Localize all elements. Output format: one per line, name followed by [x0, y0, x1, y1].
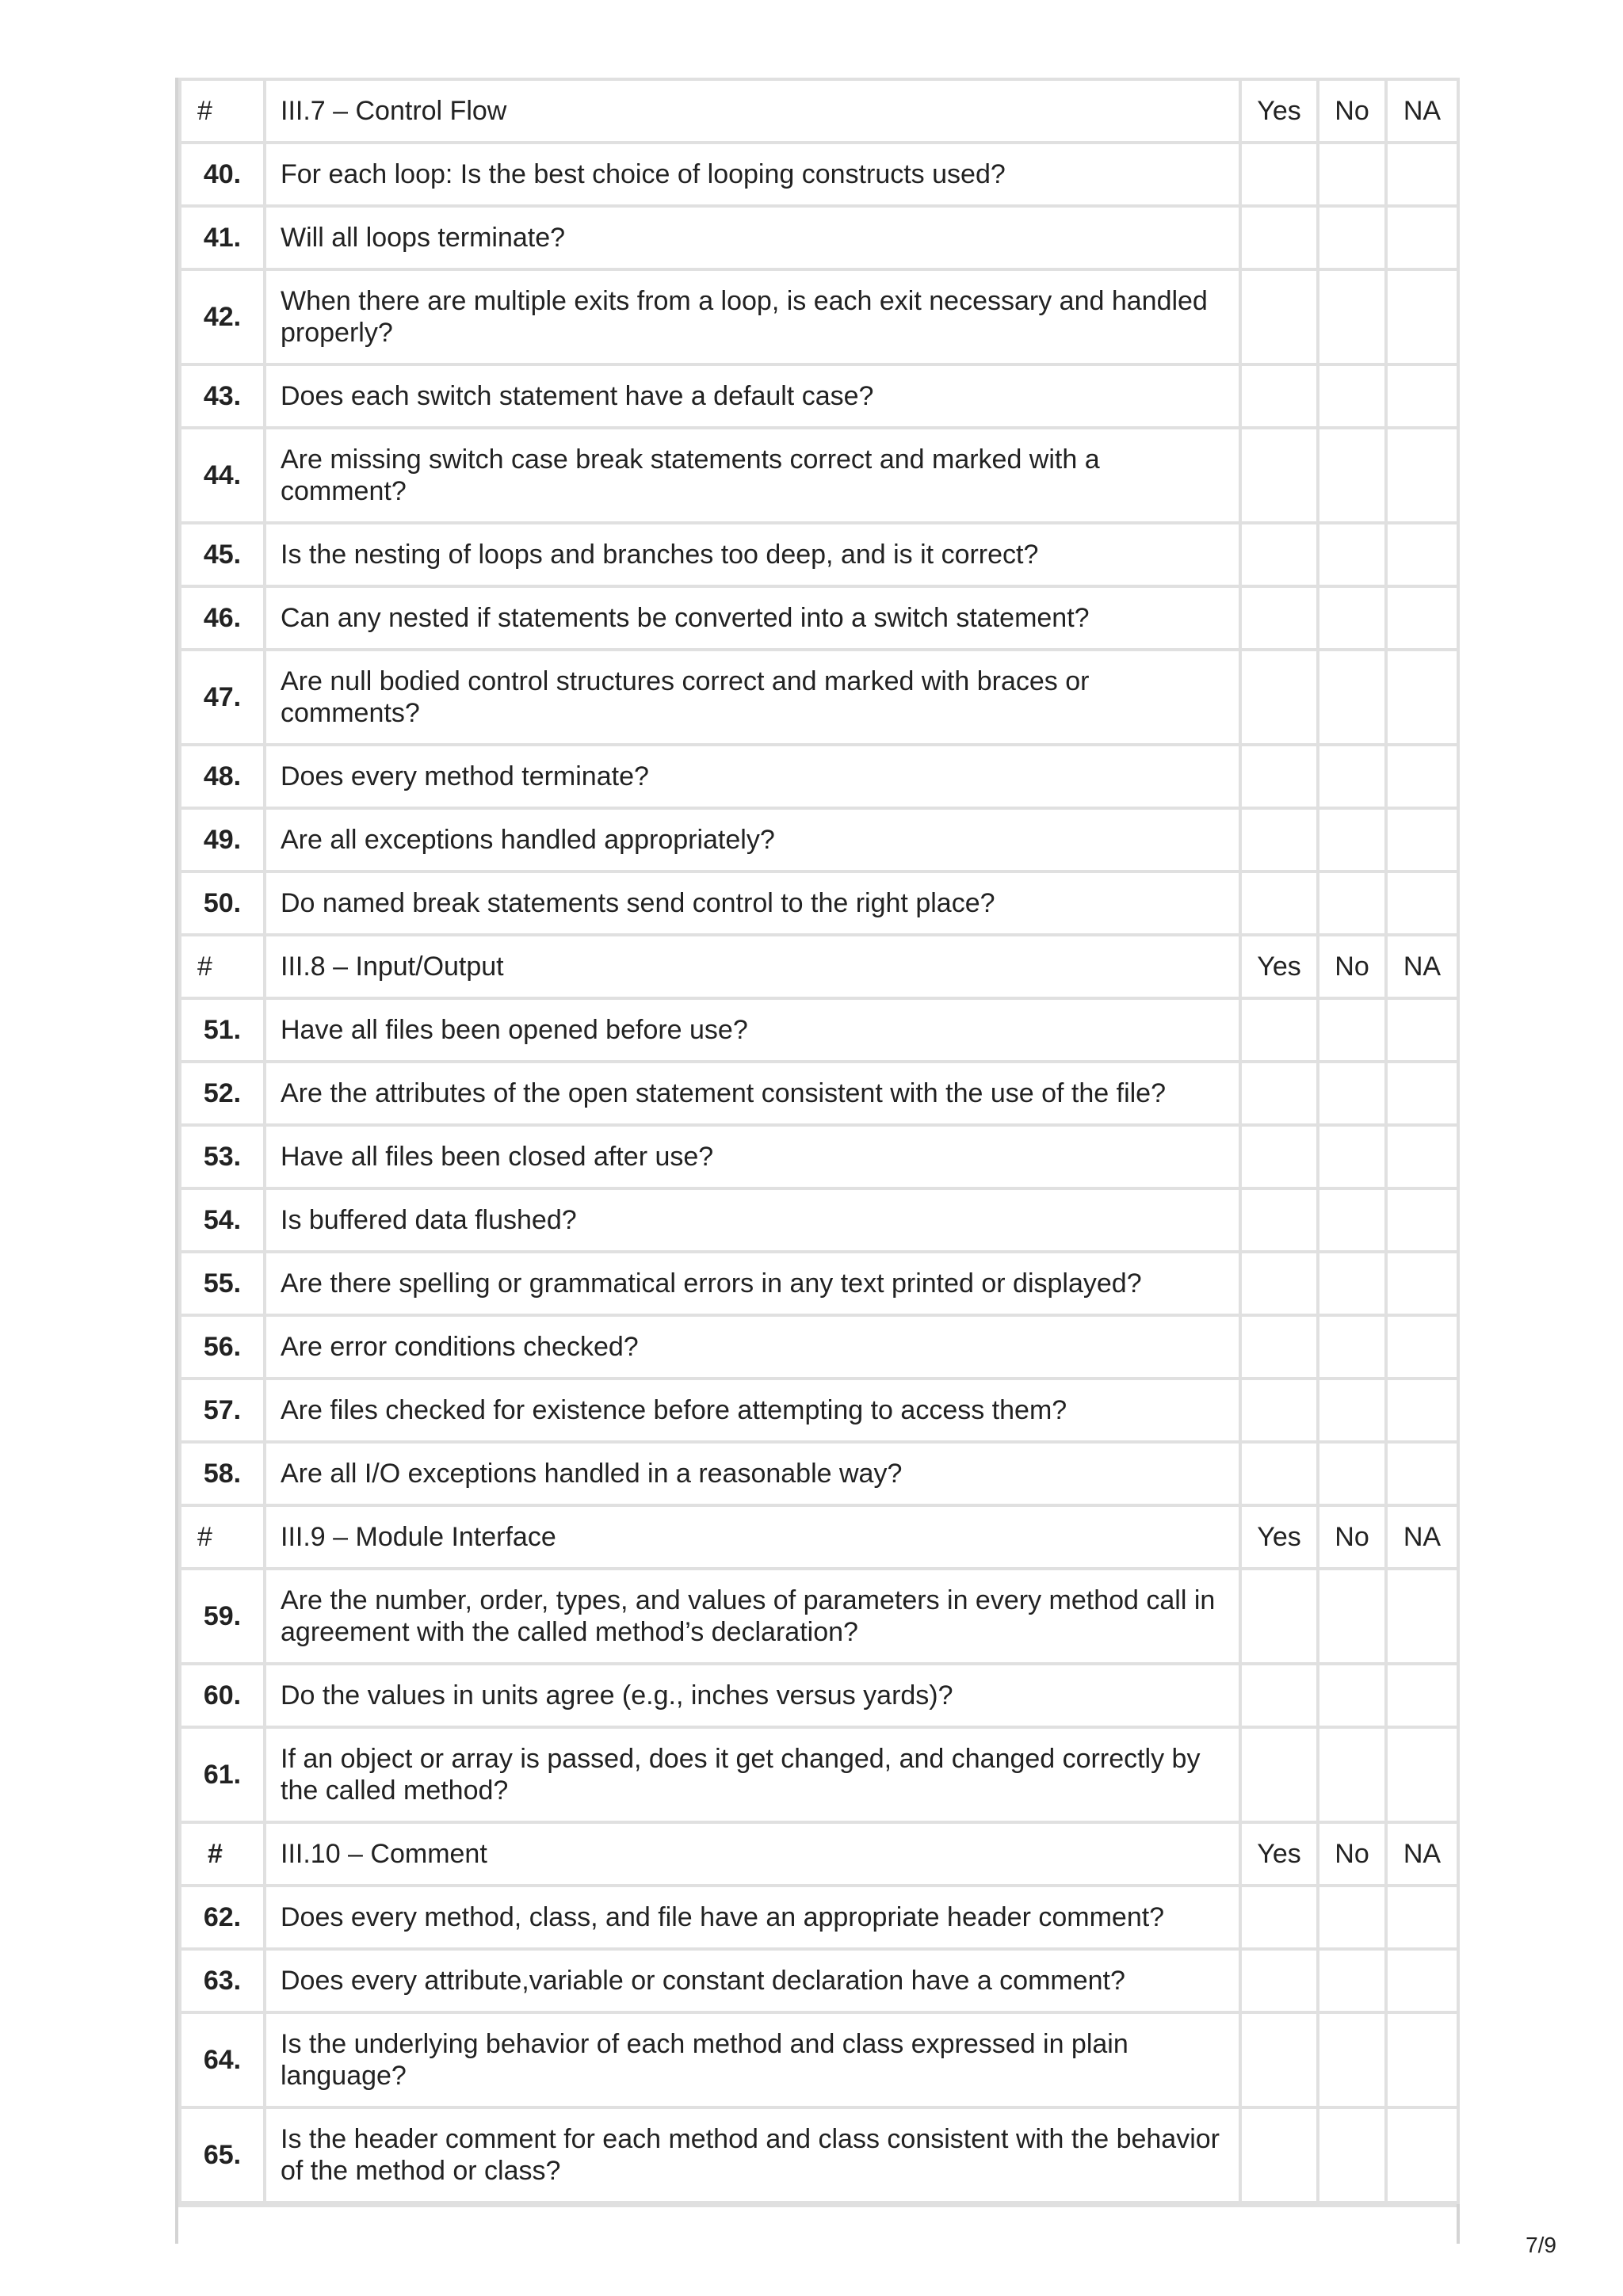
table-row — [180, 1569, 1458, 1664]
column-number-header: # — [180, 79, 265, 143]
na-cell[interactable] — [1386, 2107, 1458, 2203]
page-number: 7/9 — [1526, 2233, 1556, 2257]
na-cell[interactable] — [1386, 1062, 1458, 1125]
item-question: Does each switch statement have a default case? — [265, 364, 1240, 428]
section-header-row — [180, 1505, 1458, 1569]
item-number: 50. — [180, 871, 265, 935]
na-cell[interactable] — [1386, 364, 1458, 428]
no-cell[interactable] — [1318, 269, 1386, 364]
section-title: III.9 – Module Interface — [265, 1505, 1240, 1569]
item-number: 59. — [180, 1569, 265, 1664]
item-number: 53. — [180, 1125, 265, 1188]
no-cell[interactable] — [1318, 808, 1386, 871]
no-cell[interactable] — [1318, 1727, 1386, 1822]
na-cell[interactable] — [1386, 2012, 1458, 2107]
yes-cell[interactable] — [1240, 1664, 1318, 1727]
item-number: 49. — [180, 808, 265, 871]
yes-cell[interactable] — [1240, 269, 1318, 364]
no-cell[interactable] — [1318, 1569, 1386, 1664]
item-question: Are error conditions checked? — [265, 1315, 1240, 1379]
no-cell[interactable] — [1318, 1252, 1386, 1315]
yes-cell[interactable] — [1240, 206, 1318, 269]
table-row — [180, 1664, 1458, 1727]
table-row — [180, 1886, 1458, 1949]
no-cell[interactable] — [1318, 1315, 1386, 1379]
table-row — [180, 143, 1458, 206]
na-cell[interactable] — [1386, 808, 1458, 871]
yes-cell[interactable] — [1240, 1949, 1318, 2012]
item-number: 45. — [180, 523, 265, 586]
item-question: Are null bodied control structures correct and marked with braces or comments? — [265, 650, 1240, 745]
yes-cell[interactable] — [1240, 364, 1318, 428]
yes-cell[interactable] — [1240, 586, 1318, 650]
table-row — [180, 1315, 1458, 1379]
item-question: Are all I/O exceptions handled in a reasonable way? — [265, 1442, 1240, 1505]
no-cell[interactable] — [1318, 523, 1386, 586]
item-number: 44. — [180, 428, 265, 523]
na-cell[interactable] — [1386, 1886, 1458, 1949]
item-question: Do named break statements send control to the right place? — [265, 871, 1240, 935]
na-column-header: NA — [1386, 79, 1458, 143]
no-cell[interactable] — [1318, 1886, 1386, 1949]
item-number: 54. — [180, 1188, 265, 1252]
item-question: Is buffered data flushed? — [265, 1188, 1240, 1252]
no-cell[interactable] — [1318, 1188, 1386, 1252]
no-cell[interactable] — [1318, 143, 1386, 206]
checklist-sheet — [175, 78, 1460, 2244]
na-column-header: NA — [1386, 1822, 1458, 1886]
item-question: Are missing switch case break statements correct and marked with a comment? — [265, 428, 1240, 523]
item-number: 65. — [180, 2107, 265, 2203]
no-cell[interactable] — [1318, 1125, 1386, 1188]
no-cell[interactable] — [1318, 745, 1386, 808]
column-number-header: # — [180, 1505, 265, 1569]
item-question: When there are multiple exits from a loop, is each exit necessary and handled properly? — [265, 269, 1240, 364]
yes-cell[interactable] — [1240, 1569, 1318, 1664]
table-row — [180, 269, 1458, 364]
section-title: III.7 – Control Flow — [265, 79, 1240, 143]
item-question: Are there spelling or grammatical errors in any text printed or displayed? — [265, 1252, 1240, 1315]
table-row — [180, 523, 1458, 586]
no-cell[interactable] — [1318, 1664, 1386, 1727]
yes-cell[interactable] — [1240, 1886, 1318, 1949]
checklist-table — [178, 78, 1460, 2204]
item-question: If an object or array is passed, does it get changed, and changed correctly by the called method? — [265, 1727, 1240, 1822]
table-row — [180, 206, 1458, 269]
yes-column-header: Yes — [1240, 79, 1318, 143]
na-cell[interactable] — [1386, 143, 1458, 206]
table-row — [180, 586, 1458, 650]
na-cell[interactable] — [1386, 269, 1458, 364]
table-row — [180, 1727, 1458, 1822]
yes-cell[interactable] — [1240, 650, 1318, 745]
item-number: 57. — [180, 1379, 265, 1442]
yes-cell[interactable] — [1240, 871, 1318, 935]
no-cell[interactable] — [1318, 1379, 1386, 1442]
no-cell[interactable] — [1318, 428, 1386, 523]
no-column-header: No — [1318, 935, 1386, 998]
na-cell[interactable] — [1386, 1125, 1458, 1188]
na-cell[interactable] — [1386, 1727, 1458, 1822]
item-number: 42. — [180, 269, 265, 364]
na-cell[interactable] — [1386, 1442, 1458, 1505]
item-number: 51. — [180, 998, 265, 1062]
table-row — [180, 2012, 1458, 2107]
yes-cell[interactable] — [1240, 523, 1318, 586]
yes-column-header: Yes — [1240, 935, 1318, 998]
table-row — [180, 364, 1458, 428]
item-number: 55. — [180, 1252, 265, 1315]
item-number: 43. — [180, 364, 265, 428]
no-cell[interactable] — [1318, 998, 1386, 1062]
table-row — [180, 998, 1458, 1062]
item-number: 48. — [180, 745, 265, 808]
yes-cell[interactable] — [1240, 2012, 1318, 2107]
item-number: 52. — [180, 1062, 265, 1125]
item-question: For each loop: Is the best choice of looping constructs used? — [265, 143, 1240, 206]
na-cell[interactable] — [1386, 1252, 1458, 1315]
item-question: Can any nested if statements be converted into a switch statement? — [265, 586, 1240, 650]
na-cell[interactable] — [1386, 1949, 1458, 2012]
table-row — [180, 871, 1458, 935]
item-question: Is the nesting of loops and branches too deep, and is it correct? — [265, 523, 1240, 586]
no-cell[interactable] — [1318, 206, 1386, 269]
item-question: Does every method, class, and file have an appropriate header comment? — [265, 1886, 1240, 1949]
item-number: 63. — [180, 1949, 265, 2012]
na-cell[interactable] — [1386, 650, 1458, 745]
na-cell[interactable] — [1386, 1315, 1458, 1379]
table-row — [180, 1062, 1458, 1125]
na-cell[interactable] — [1386, 428, 1458, 523]
item-number: 62. — [180, 1886, 265, 1949]
yes-cell[interactable] — [1240, 428, 1318, 523]
yes-cell[interactable] — [1240, 1125, 1318, 1188]
item-question: Does every attribute,variable or constant declaration have a comment? — [265, 1949, 1240, 2012]
na-cell[interactable] — [1386, 586, 1458, 650]
item-number: 41. — [180, 206, 265, 269]
column-number-header: # — [180, 1822, 265, 1886]
yes-column-header: Yes — [1240, 1822, 1318, 1886]
section-title: III.8 – Input/Output — [265, 935, 1240, 998]
no-cell[interactable] — [1318, 1062, 1386, 1125]
yes-cell[interactable] — [1240, 1062, 1318, 1125]
item-number: 58. — [180, 1442, 265, 1505]
item-number: 56. — [180, 1315, 265, 1379]
na-cell[interactable] — [1386, 745, 1458, 808]
table-row — [180, 1252, 1458, 1315]
no-column-header: No — [1318, 1822, 1386, 1886]
item-question: Are files checked for existence before attempting to access them? — [265, 1379, 1240, 1442]
table-row — [180, 1379, 1458, 1442]
table-row — [180, 2107, 1458, 2203]
na-cell[interactable] — [1386, 1379, 1458, 1442]
item-number: 46. — [180, 586, 265, 650]
item-question: Is the underlying behavior of each method and class expressed in plain language? — [265, 2012, 1240, 2107]
na-cell[interactable] — [1386, 998, 1458, 1062]
yes-cell[interactable] — [1240, 1442, 1318, 1505]
na-cell[interactable] — [1386, 206, 1458, 269]
no-cell[interactable] — [1318, 2012, 1386, 2107]
no-cell[interactable] — [1318, 2107, 1386, 2203]
yes-cell[interactable] — [1240, 143, 1318, 206]
yes-cell[interactable] — [1240, 1315, 1318, 1379]
yes-cell[interactable] — [1240, 2107, 1318, 2203]
table-row — [180, 1949, 1458, 2012]
table-row — [180, 1188, 1458, 1252]
na-column-header: NA — [1386, 935, 1458, 998]
item-number: 60. — [180, 1664, 265, 1727]
na-cell[interactable] — [1386, 523, 1458, 586]
na-cell[interactable] — [1386, 1569, 1458, 1664]
no-cell[interactable] — [1318, 364, 1386, 428]
no-cell[interactable] — [1318, 650, 1386, 745]
na-cell[interactable] — [1386, 871, 1458, 935]
table-continuation — [178, 2204, 1457, 2244]
item-question: Is the header comment for each method and class consistent with the behavior of the method or class? — [265, 2107, 1240, 2203]
item-number: 40. — [180, 143, 265, 206]
yes-cell[interactable] — [1240, 745, 1318, 808]
section-title: III.10 – Comment — [265, 1822, 1240, 1886]
no-cell[interactable] — [1318, 1949, 1386, 2012]
yes-cell[interactable] — [1240, 998, 1318, 1062]
na-column-header: NA — [1386, 1505, 1458, 1569]
table-row — [180, 428, 1458, 523]
item-number: 61. — [180, 1727, 265, 1822]
na-cell[interactable] — [1386, 1188, 1458, 1252]
no-cell[interactable] — [1318, 871, 1386, 935]
item-question: Are the number, order, types, and values of parameters in every method call in agreement with the called method’s declaration? — [265, 1569, 1240, 1664]
yes-cell[interactable] — [1240, 1252, 1318, 1315]
item-question: Do the values in units agree (e.g., inches versus yards)? — [265, 1664, 1240, 1727]
table-row — [180, 1125, 1458, 1188]
section-header-row — [180, 79, 1458, 143]
table-row — [180, 745, 1458, 808]
table-row — [180, 650, 1458, 745]
item-question: Have all files been opened before use? — [265, 998, 1240, 1062]
table-row — [180, 1442, 1458, 1505]
na-cell[interactable] — [1386, 1664, 1458, 1727]
no-cell[interactable] — [1318, 1442, 1386, 1505]
item-question: Are all exceptions handled appropriately? — [265, 808, 1240, 871]
section-header-row — [180, 935, 1458, 998]
table-row — [180, 808, 1458, 871]
yes-cell[interactable] — [1240, 1379, 1318, 1442]
item-question: Are the attributes of the open statement consistent with the use of the file? — [265, 1062, 1240, 1125]
yes-cell[interactable] — [1240, 1188, 1318, 1252]
yes-column-header: Yes — [1240, 1505, 1318, 1569]
yes-cell[interactable] — [1240, 1727, 1318, 1822]
item-question: Will all loops terminate? — [265, 206, 1240, 269]
section-header-row — [180, 1822, 1458, 1886]
column-number-header: # — [180, 935, 265, 998]
item-question: Does every method terminate? — [265, 745, 1240, 808]
yes-cell[interactable] — [1240, 808, 1318, 871]
item-question: Have all files been closed after use? — [265, 1125, 1240, 1188]
no-column-header: No — [1318, 1505, 1386, 1569]
no-cell[interactable] — [1318, 586, 1386, 650]
item-number: 64. — [180, 2012, 265, 2107]
no-column-header: No — [1318, 79, 1386, 143]
item-number: 47. — [180, 650, 265, 745]
